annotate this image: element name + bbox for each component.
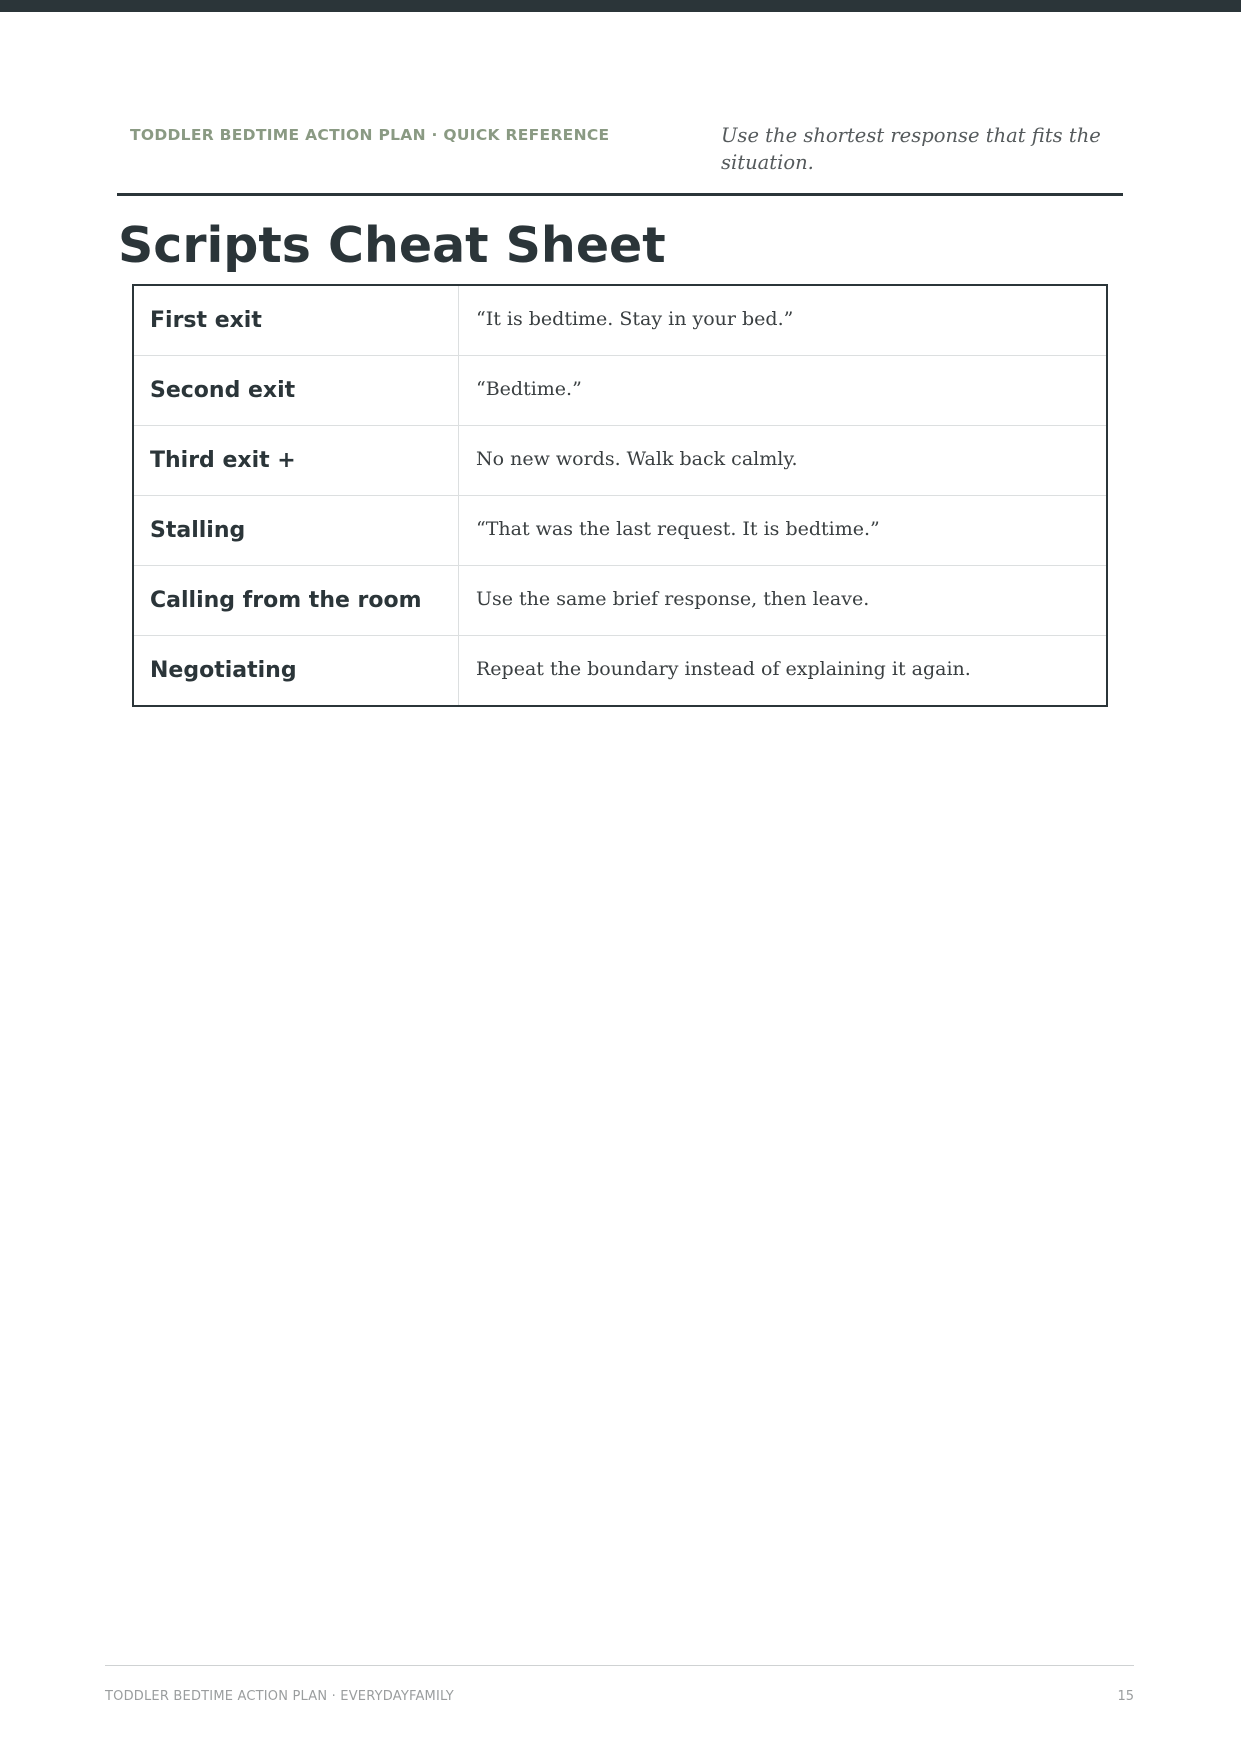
table-row <box>134 495 1106 565</box>
table-row <box>134 565 1106 635</box>
header-divider <box>117 193 1123 196</box>
response-cell: Use the same brief response, then leave. <box>476 588 870 610</box>
situation-cell: Calling from the room <box>134 566 459 635</box>
top-accent-bar <box>0 0 1241 12</box>
response-cell: No new words. Walk back calmly. <box>476 448 798 470</box>
response-cell: Repeat the boundary instead of explaining it again. <box>476 658 971 680</box>
page-number: 15 <box>1117 1689 1134 1704</box>
response-cell: “Bedtime.” <box>476 378 582 400</box>
footer-text: TODDLER BEDTIME ACTION PLAN · EVERYDAYFAMILY <box>105 1689 454 1704</box>
situation-cell: Stalling <box>134 496 459 565</box>
situation-cell: Negotiating <box>134 636 459 705</box>
response-cell: “That was the last request. It is bedtime.” <box>476 518 880 540</box>
situation-cell: Third exit + <box>134 426 459 495</box>
page-lede: Use the shortest response that fits the situation. <box>721 124 1101 174</box>
scripts-table <box>132 284 1108 707</box>
table-row <box>134 355 1106 425</box>
page-title: Scripts Cheat Sheet <box>118 217 666 274</box>
situation-cell: Second exit <box>134 356 459 425</box>
section-kicker: TODDLER BEDTIME ACTION PLAN · QUICK REFERENCE <box>130 126 610 144</box>
footer-divider <box>105 1665 1134 1666</box>
table-row <box>134 286 1106 355</box>
response-cell: “It is bedtime. Stay in your bed.” <box>476 308 794 330</box>
situation-cell: First exit <box>134 286 459 355</box>
table-row <box>134 425 1106 495</box>
table-row <box>134 635 1106 705</box>
